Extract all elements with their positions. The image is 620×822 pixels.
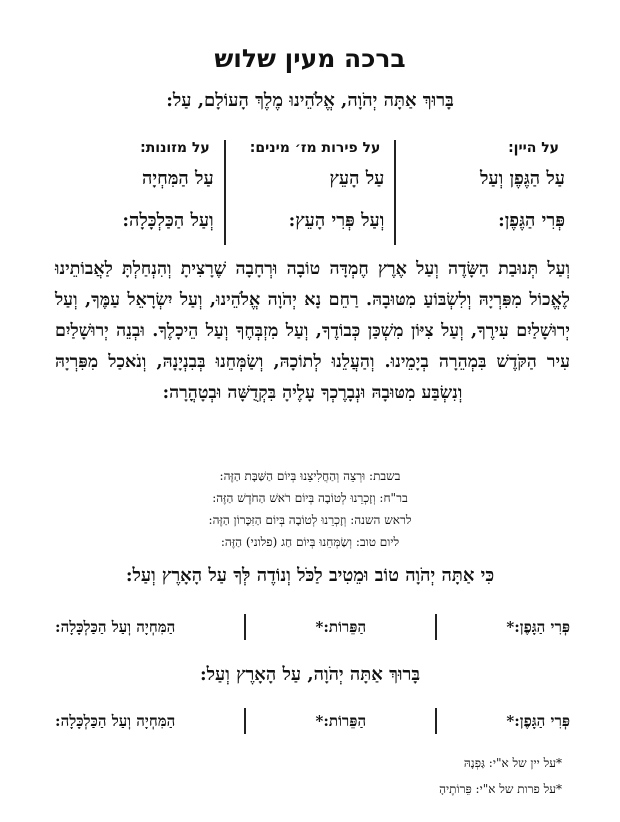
ending-grains: הַמִּחְיָה וְעַל הַכַּלְכָּלָה: (55, 617, 176, 636)
closing-line: בָּרוּךְ אַתָּה יְהֹוָה, עַל הָאָרֶץ וְעַל: (199, 664, 421, 685)
ending-grains: הַמִּחְיָה וְעַל הַכַּלְכָּלָה: (55, 711, 176, 730)
occasion-insertions (0, 465, 620, 553)
occasion-line: בשבת: וּרְצֵה וְהַחֲלִיצֵנוּ בְּיוֹם הַשַּׁבָּת הַזֶּה: (219, 469, 401, 483)
footnote: *על יין של א"י: גַּפְנָהּ (463, 756, 562, 770)
footnote: *על פרות של א"י: פֵּרוֹתֶיהָ (439, 782, 562, 796)
column-line: עַל הָעֵץ (329, 168, 385, 189)
divider (435, 614, 437, 640)
ending-row (55, 614, 570, 640)
occasion-line: ליום טוב: וְשַׂמְּחֵנוּ בְּיוֹם חַג (פלוני) הַזֶּה: (220, 535, 400, 549)
closing-line: כִּי אַתָּה יְהֹוָה טוֹב וּמֵטִיב לַכֹּל וְנוֹדֶה לְּךָ עַל הָאָרֶץ וְעַל: (125, 565, 495, 586)
column-fruits (224, 140, 397, 245)
intro-line: בָּרוּךְ אַתָּה יְהֹוָה, אֱלֹהֵינוּ מֶלֶךְ הָעוֹלָם, עַל: (166, 90, 454, 111)
column-wine (396, 140, 565, 245)
page-title: ברכה מעין שלוש (214, 44, 406, 73)
ending-wine: פְּרִי הַגָּפֶן:* (506, 617, 570, 636)
column-line: וְעַל פְּרִי הָעֵץ: (288, 210, 385, 231)
column-line: וְעַל הַכַּלְכָּלָה: (122, 210, 214, 231)
column-header: על מזונות: (140, 140, 210, 156)
column-header: על היין: (508, 140, 559, 156)
ending-row (55, 708, 570, 734)
occasion-line: לראש השנה: וְזָכְרֵנוּ לְטוֹבָה בְּיוֹם הַזִּכָּרוֹן הַזֶּה: (208, 513, 412, 527)
column-line: עַל הַמִּחְיָה (142, 168, 214, 189)
main-paragraph: וְעַל תְּנוּבַת הַשָּׂדֶה וְעַל אֶרֶץ חֶמְדָּה טוֹבָה וּרְחָבָה שֶׁרָצִיתָ וְהִנְחַלְתָּ לַאֲבוֹתֵינוּ לֶאֱכוֹל מִפִּרְיָהּ וְלִשְׂבּוֹעַ מִטּוּבָהּ. רַחֵם נָא יְהֹוָה אֱלֹהֵינוּ, וְעַל יִשְׂרָאֵל עַמֶּךָ, וְעַל יְרוּשָׁלַיִם עִירֶךָ, וְעַל צִיּוֹן מִשְׁכַּן כְּבוֹדֶךָ, וְעַל מִזְבְּחֶךָ וְעַל הֵיכָלֶךָ. וּבְנֵה יְרוּשָׁלַיִם עִיר הַקֹּדֶשׁ בִּמְהֵרָה בְיָמֵינוּ. וְהַעֲלֵנוּ לְתוֹכָהּ, וְשַׂמְּחֵנוּ בְּבִנְיָנָהּ, וְנֹאכַל מִפִּרְיָהּ וְנִשְׂבַּע מִטּוּבָהּ וּנְבָרֶכְךָ עָלֶיהָ בִּקְדֻשָּׁה וּבְטָהֳרָה: (55, 259, 570, 403)
ending-fruits: הַפֵּרוֹת:* (315, 711, 367, 730)
column-line: עַל הַגֶּפֶן וְעַל (479, 168, 565, 189)
column-header: על פירות מז׳ מינים: (249, 140, 381, 156)
column-line: פְּרִי הַגֶּפֶן: (498, 210, 565, 231)
divider (244, 708, 246, 734)
ending-fruits: הַפֵּרוֹת:* (315, 617, 367, 636)
ending-wine: פְּרִי הַגָּפֶן:* (506, 711, 570, 730)
divider (244, 614, 246, 640)
occasion-line: בר"ח: וְזָכְרֵנוּ לְטוֹבָה בְּיוֹם רֹאשׁ הַחֹדֶשׁ הַזֶּה: (212, 491, 408, 505)
blessing-columns (55, 140, 565, 245)
column-grains (55, 140, 224, 245)
divider (435, 708, 437, 734)
